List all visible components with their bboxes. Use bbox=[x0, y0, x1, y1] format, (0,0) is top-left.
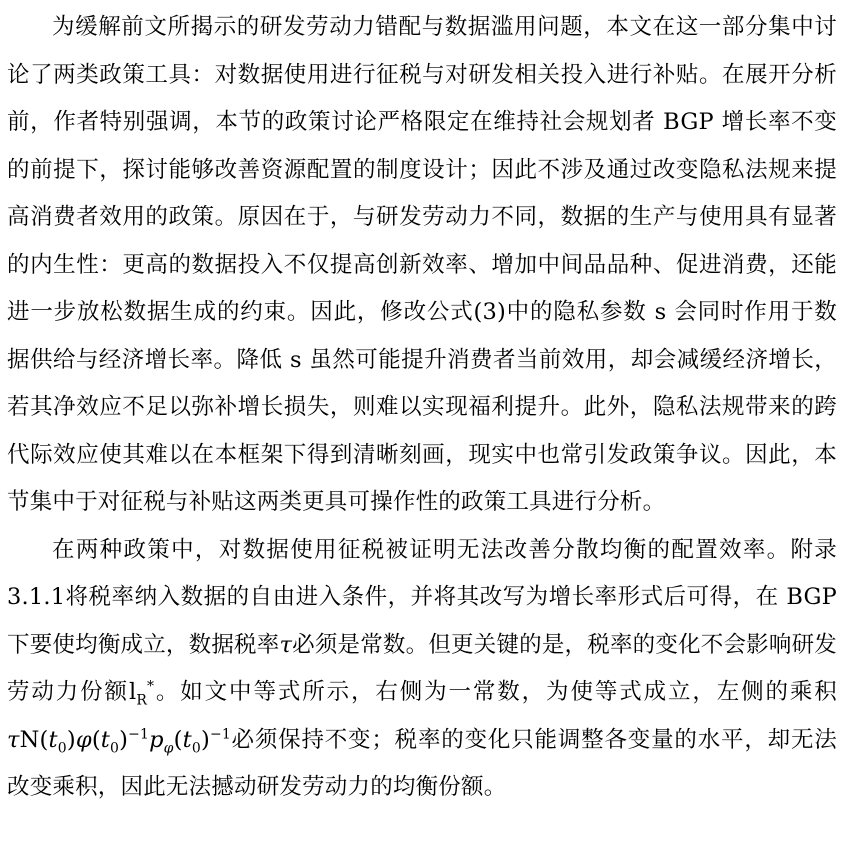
symbol-superscript: * bbox=[147, 678, 155, 695]
eq-paren: ( bbox=[91, 726, 101, 753]
rd-labor-share-symbol bbox=[128, 678, 155, 709]
eq-paren: ) bbox=[200, 726, 210, 753]
text-segment: 在两种政策中，对数据使用征税被证明无法改善分散均衡的配置效率。附录3.1.1将税率纳入数据的自由进入条件，并将其改写为增长率形式后可得，在 BGP 下要使均衡成立，数据税率 bbox=[7, 536, 837, 658]
eq-phi: φ bbox=[75, 726, 92, 753]
eq-paren: ( bbox=[39, 726, 49, 753]
text-segment: 。如文中等式所示，右侧为一常数，为使等式成立，左侧的乘积 bbox=[154, 679, 837, 705]
symbol-subscript: R bbox=[136, 692, 148, 709]
eq-p: p bbox=[149, 726, 164, 753]
symbol-base: l bbox=[128, 679, 137, 705]
eq-p-sub: φ bbox=[163, 740, 174, 756]
eq-t-sub: 0 bbox=[110, 740, 120, 756]
eq-paren: ) bbox=[66, 726, 76, 753]
eq-inverse: −1 bbox=[128, 726, 150, 742]
paragraph-data-tax bbox=[7, 527, 837, 812]
eq-inverse: −1 bbox=[209, 726, 231, 742]
eq-paren: ) bbox=[119, 726, 129, 753]
eq-t: t bbox=[182, 726, 192, 753]
eq-N: N bbox=[19, 726, 40, 753]
eq-t-sub: 0 bbox=[191, 740, 201, 756]
tax-rate-symbol: τ bbox=[279, 631, 293, 658]
text-segment: 必须是常数。但更关键的是，税率的变化不会影响研发劳动力份额 bbox=[7, 631, 837, 705]
eq-paren: ( bbox=[173, 726, 183, 753]
document-page bbox=[7, 4, 837, 812]
eq-t: t bbox=[100, 726, 111, 753]
eq-t-sub: 0 bbox=[57, 740, 67, 756]
product-equation bbox=[7, 726, 231, 756]
paragraph-policy-intro: 为缓解前文所揭示的研发劳动力错配与数据滥用问题，本文在这一部分集中讨论了两类政策工具：对数据使用进行征税与对研发相关投入进行补贴。在展开分析前，作者特别强调，本节的政策讨论严格限定在维持社会规划者 BGP 增长率不变的前提下，探讨能够改善资源配置的制度设计；因此不涉及通过改变隐私法规来提高消费者效用的政策。原因在于，与研发劳动力不同，数据的生产与使用具有显著的内生性：更高的数据投入不仅提高创新效率、增加中间品品种、促进消费，还能进一步放松数据生成的约束。因此，修改公式(3)中的隐私参数 s 会同时作用于数据供给与经济增长率。降低 s 虽然可能提升消费者当前效用，却会减缓经济增长，若其净效应不足以弥补增长损失，则难以实现福利提升。此外，隐私法规带来的跨代际效应使其难以在本框架下得到清晰刻画，现实中也常引发政策争议。因此，本节集中于对征税与补贴这两类更具可操作性的政策工具进行分析。 bbox=[7, 14, 837, 515]
eq-tau: τ bbox=[7, 726, 20, 753]
eq-t: t bbox=[48, 726, 58, 753]
text-segment: 必须保持不变；税率的变化只能调整各变量的水平，却无法改变乘积，因此无法撼动研发劳动力的均衡份额。 bbox=[7, 726, 837, 800]
